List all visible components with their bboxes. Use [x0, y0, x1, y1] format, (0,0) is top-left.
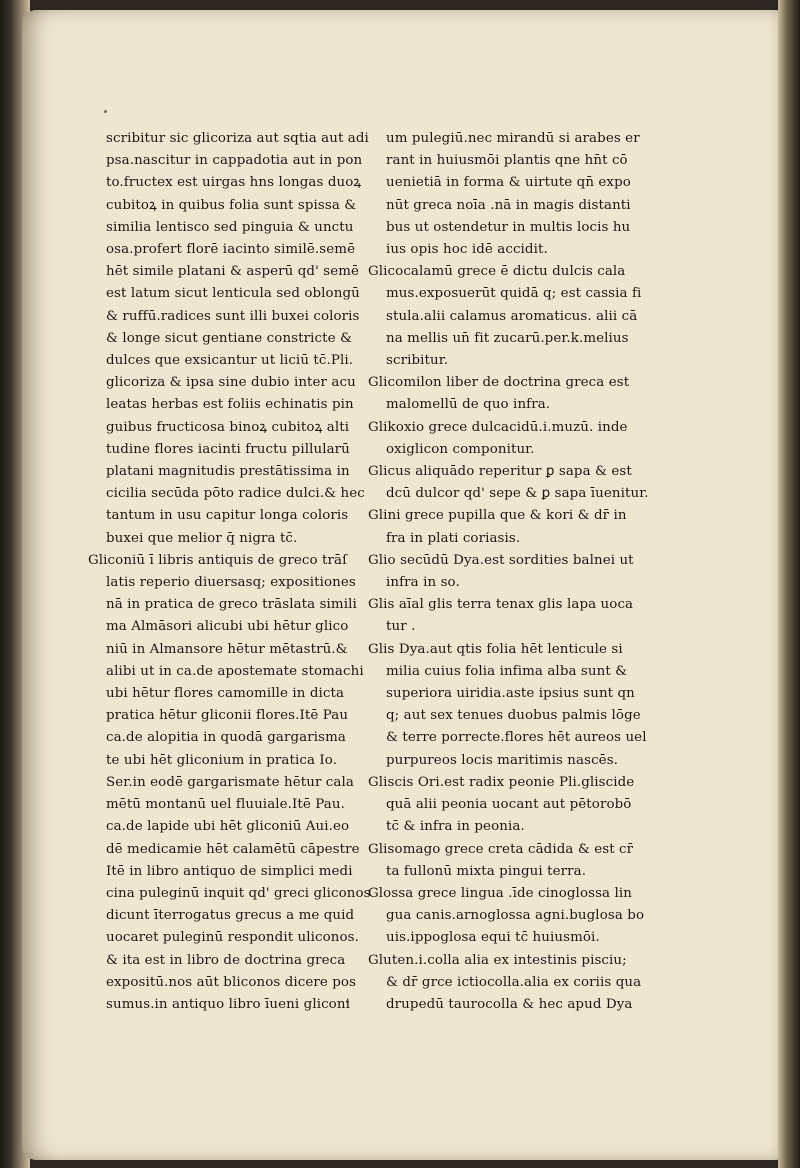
text-line: dcū dulcor qd' sepe & ꝑ sapa īuenitur.: [386, 486, 649, 502]
text-line: & longe sicut gentiane constricte &: [106, 330, 352, 346]
text-line: dicunt īterrogatus grecus a me quid: [106, 908, 355, 924]
text-line: to.fructex est uirgas hns longas duoꝝ: [106, 175, 362, 191]
text-line: Itē in libro antiquo de simplici medi: [106, 863, 353, 879]
text-line: Glicus aliquādo reperitur ꝑ sapa & est: [368, 464, 632, 480]
text-line: Glossa grece lingua .īde cinoglossa lin: [368, 885, 632, 901]
text-line: Gliconiū ī libris antiquis de greco trāſ: [88, 552, 348, 568]
text-line: Glikoxio grece dulcacidū.i.muzū. inde: [368, 419, 628, 435]
text-line: psa.nascitur in cappadotia aut in pon: [106, 153, 363, 169]
text-line: cina puleginū inquit qd' greci gliconos: [106, 885, 371, 901]
text-line: cicilia secūda pōto radice dulci.& hec: [106, 486, 365, 502]
text-line: guibus fructicosa binoꝝ cubitoꝝ alti: [106, 419, 350, 435]
text-line: leatas herbas est foliis echinatis pin: [106, 397, 354, 413]
text-line: uocaret puleginū respondit uliconos.: [106, 930, 360, 946]
text-line: bus ut ostendetur in multis locis hu: [386, 219, 631, 235]
text-line: ius opis hoc idē accidit.: [386, 242, 548, 258]
text-line: ma Almāsori alicubi ubi hētur glico: [106, 619, 349, 635]
text-line: mētū montanū uel fluuiale.Itē Pau.: [106, 797, 345, 813]
text-line: dē medicamie hēt calamētū cāpestre: [106, 841, 360, 857]
text-line: malomellū de quo infra.: [386, 397, 551, 413]
text-line: est latum sicut lenticula sed oblongū: [106, 286, 360, 302]
text-line: uis.ippoglosa equi tc̄ huiusmōi.: [386, 930, 600, 946]
text-line: ca.de alopitia in quodā gargarisma: [106, 730, 346, 746]
text-line: scribitur sic glicoriza aut sqtia aut adi: [106, 131, 369, 146]
text-line: Glisomago grece creta cādida & est cr̄: [368, 841, 634, 857]
text-line: ta fullonū mixta pingui terra.: [386, 863, 587, 879]
text-line: & ita est in libro de doctrina greca: [106, 952, 346, 968]
text-line: oxiglicon componitur.: [386, 441, 535, 457]
text-line: mus.exposuerūt quidā q; est cassia fi: [386, 286, 642, 302]
text-line: Glio secūdū Dya.est sordities balnei ut: [368, 552, 634, 568]
text-line: stula.alii calamus aromaticus. alii cā: [386, 308, 638, 324]
text-line: fra in plati coriasis.: [386, 530, 521, 546]
text-line: ca.de lapide ubi hēt gliconiū Aui.eo: [106, 819, 350, 835]
text-line: sumus.in antiquo libro īueni gliconi: [106, 996, 350, 1012]
right-text-column: [368, 128, 649, 1016]
text-line: platani magnitudis prestātissima in: [106, 464, 350, 480]
text-line: & ruffū.radices sunt illi buxei coloris: [106, 308, 360, 324]
text-line: pratica hētur gliconii flores.Itē Pau: [106, 708, 349, 724]
text-line: & terre porrecte.flores hēt aureos uel: [386, 730, 647, 746]
text-line: niū in Almansore hētur mētastrū.&: [106, 641, 348, 657]
text-line: uenietiā in forma & uirtute qn̄ expo: [386, 175, 631, 191]
text-line: scribitur.: [386, 353, 449, 369]
text-line: similia lentisco sed pinguia & unctu: [106, 219, 354, 235]
text-line: hēt simile platani & asperū qd' semē: [106, 264, 360, 280]
text-line: rant in huiusmōi plantis qne hn̄t cō: [386, 153, 628, 169]
text-line: um pulegiū.nec mirandū si arabes er: [386, 131, 640, 146]
text-line: infra in so.: [386, 575, 460, 591]
text-line: gua canis.arnoglossa agni.buglosa bo: [386, 908, 645, 924]
text-line: ubi hētur flores camomille in dicta: [106, 686, 345, 702]
text-line: dulces que exsicantur ut liciū tc̄.Pli.: [106, 353, 354, 369]
text-line: Gluten.i.colla alia ex intestinis pisciu;: [368, 952, 627, 968]
text-line: buxei que melior q̄ nigra tc̄.: [106, 530, 298, 546]
left-text-column: [88, 128, 371, 1016]
text-line: glicoriza & ipsa sine dubio inter acu: [106, 375, 356, 391]
text-line: tantum in usu capitur longa coloris: [106, 508, 349, 524]
text-line: cubitoꝝ in quibus folia sunt spissa &: [106, 197, 357, 213]
text-line: q; aut sex tenues duobus palmis lōge: [386, 708, 641, 724]
text-line: tc̄ & infra in peonia.: [386, 819, 525, 835]
text-line: tudine flores iacinti fructu pillularū: [106, 441, 350, 457]
text-line: superiora uiridia.aste ipsius sunt qn: [386, 686, 635, 702]
text-line: alibi ut in ca.de apostemate stomachi: [106, 663, 364, 679]
text-line: latis reperio diuersasq; expositiones: [106, 575, 356, 591]
text-line: Ser.in eodē gargarismate hētur cala: [106, 774, 354, 790]
text-line: Glicomilon liber de doctrina greca est: [368, 375, 630, 391]
text-line: nūt greca noīa .nā in magis distanti: [386, 197, 631, 213]
page-edge-shadow: [778, 0, 800, 1168]
text-line: quā alii peonia uocant aut pētorobō: [386, 797, 632, 813]
text-line: tur .: [386, 619, 416, 635]
text-line: Glis Dya.aut qtis folia hēt lenticule si: [368, 641, 623, 657]
text-line: Glicocalamū grece ē dictu dulcis cala: [368, 264, 626, 280]
text-line: osa.profert florē iacinto similē.semē: [106, 242, 356, 258]
text-line: na mellis un̄ fit zucarū.per.k.melius: [386, 330, 629, 346]
text-line: expositū.nos aūt bliconos dicere pos: [106, 974, 357, 990]
text-line: purpureos locis maritimis nascēs.: [386, 752, 619, 768]
text-line: & dr̄ grce ictiocolla.alia ex coriis qua: [386, 974, 642, 990]
text-line: Glini grece pupilla que & kori & dr̄ in: [368, 508, 627, 524]
text-line: te ubi hēt gliconium in pratica Io.: [106, 752, 338, 768]
text-line: drupedū taurocolla & hec apud Dya: [386, 996, 633, 1012]
ink-speck: [104, 110, 107, 113]
text-line: nā in pratica de greco trāslata simili: [106, 597, 357, 613]
text-line: Gliscis Ori.est radix peonie Pli.gliscide: [368, 774, 635, 790]
text-line: Glis aīal glis terra tenax glis lapa uoca: [368, 597, 634, 613]
text-line: milia cuius folia infima alba sunt &: [386, 663, 628, 679]
